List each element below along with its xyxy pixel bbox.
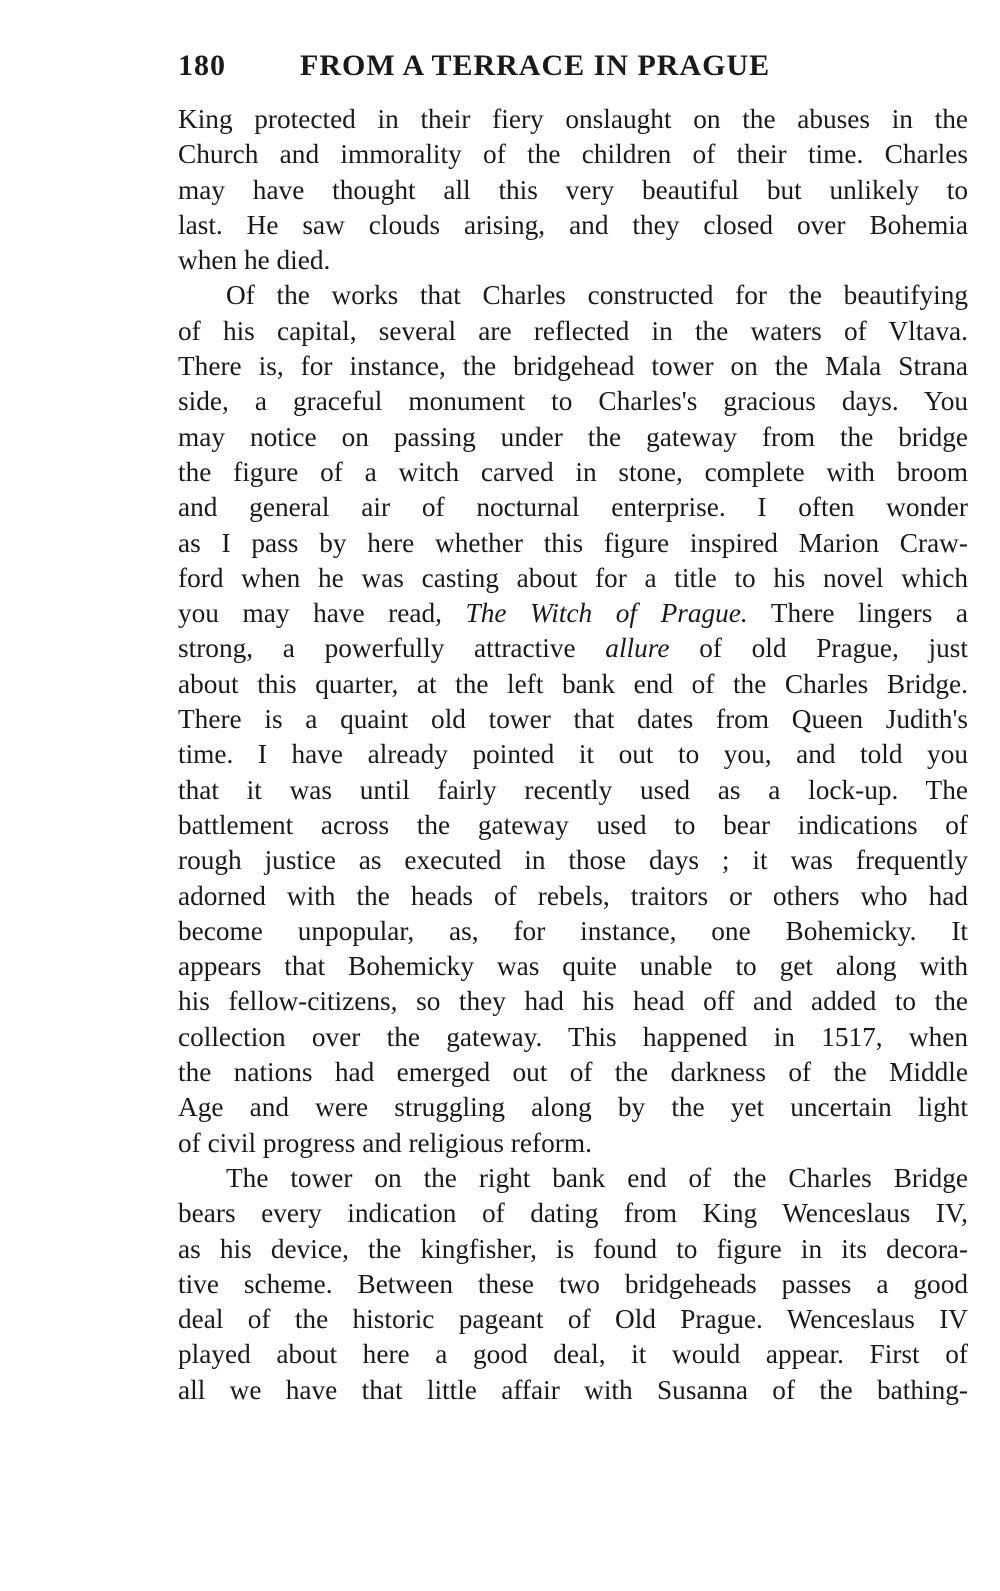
book-page bbox=[178, 40, 968, 1408]
text-line: Church and immorality of the children of their time. Charles bbox=[178, 139, 968, 170]
text-run: of old Prague, just bbox=[669, 633, 968, 664]
text-line: his fellow-citizens, so they had his head off and added to the bbox=[178, 986, 968, 1017]
text-line: about this quarter, at the left bank end of the Charles Bridge. bbox=[178, 668, 968, 699]
page-number: 180 bbox=[178, 49, 226, 82]
paragraph bbox=[178, 1161, 968, 1408]
text-line: the figure of a witch carved in stone, complete with broom bbox=[178, 456, 968, 487]
text-line: of his capital, several are reflected in the waters of Vltava. bbox=[178, 315, 968, 346]
text-line: tive scheme. Between these two bridgeheads passes a good bbox=[178, 1268, 968, 1299]
text-line: become unpopular, as, for instance, one Bohemicky. It bbox=[178, 915, 968, 946]
text-run: strong, a powerfully attractive bbox=[178, 633, 606, 664]
text-line: The tower on the right bank end of the Charles Bridge bbox=[226, 1162, 968, 1193]
text-line: time. I have already pointed it out to you, and told you bbox=[178, 739, 968, 770]
text-line: all we have that little affair with Susanna of the bathing- bbox=[178, 1374, 968, 1405]
text-line: last. He saw clouds arising, and they closed over Bohemia bbox=[178, 209, 968, 240]
text-line: bears every indication of dating from King Wenceslaus IV, bbox=[178, 1198, 968, 1229]
text-run: you may have read, bbox=[178, 598, 466, 629]
text-line: Of the works that Charles constructed for the beautifying bbox=[226, 280, 968, 311]
text-line: may notice on passing under the gateway from the bridge bbox=[178, 421, 968, 452]
paragraph bbox=[178, 102, 968, 278]
text-line: may have thought all this very beautiful but unlikely to bbox=[178, 174, 968, 205]
text-line: collection over the gateway. This happened in 1517, when bbox=[178, 1021, 968, 1052]
text-line: deal of the historic pageant of Old Prague. Wenceslaus IV bbox=[178, 1304, 968, 1335]
text-line: played about here a good deal, it would appear. First of bbox=[178, 1339, 968, 1370]
text-line: when he died. bbox=[178, 245, 331, 276]
running-title: FROM A TERRACE IN PRAGUE bbox=[300, 49, 771, 82]
text-line: as I pass by here whether this figure inspired Marion Craw- bbox=[178, 527, 968, 558]
text-line: ford when he was casting about for a title to his novel which bbox=[178, 562, 968, 593]
text-line: and general air of nocturnal enterprise. I often wonder bbox=[178, 492, 968, 523]
text-line: rough justice as executed in those days ; it was frequently bbox=[178, 845, 968, 876]
body-text bbox=[178, 102, 968, 1408]
text-line: the nations had emerged out of the darkness of the Middle bbox=[178, 1057, 968, 1088]
text-line: King protected in their fiery onslaught on the abuses in the bbox=[178, 104, 968, 134]
text-line: of civil progress and religious reform. bbox=[178, 1127, 592, 1158]
text-line bbox=[178, 631, 968, 666]
text-line: Age and were struggling along by the yet uncertain light bbox=[178, 1092, 968, 1123]
text-line: side, a graceful monument to Charles's gracious days. You bbox=[178, 386, 968, 417]
text-line bbox=[178, 596, 968, 631]
italic-word: allure bbox=[605, 633, 670, 664]
text-line: battlement across the gateway used to bear indications of bbox=[178, 809, 968, 840]
text-line: appears that Bohemicky was quite unable to get along with bbox=[178, 951, 968, 982]
book-title-italic: The Witch of Prague. bbox=[465, 598, 748, 629]
text-line: There is a quaint old tower that dates from Queen Judith's bbox=[178, 704, 968, 735]
text-line: There is, for instance, the bridgehead tower on the Mala Strana bbox=[178, 351, 968, 382]
paragraph bbox=[178, 278, 968, 1160]
text-line: adorned with the heads of rebels, traitors or others who had bbox=[178, 880, 968, 911]
text-line: as his device, the kingfisher, is found to figure in its decora- bbox=[178, 1233, 968, 1264]
text-line: that it was until fairly recently used as a lock-up. The bbox=[178, 774, 968, 805]
text-run: There lingers a bbox=[747, 598, 968, 629]
running-head bbox=[178, 40, 968, 102]
